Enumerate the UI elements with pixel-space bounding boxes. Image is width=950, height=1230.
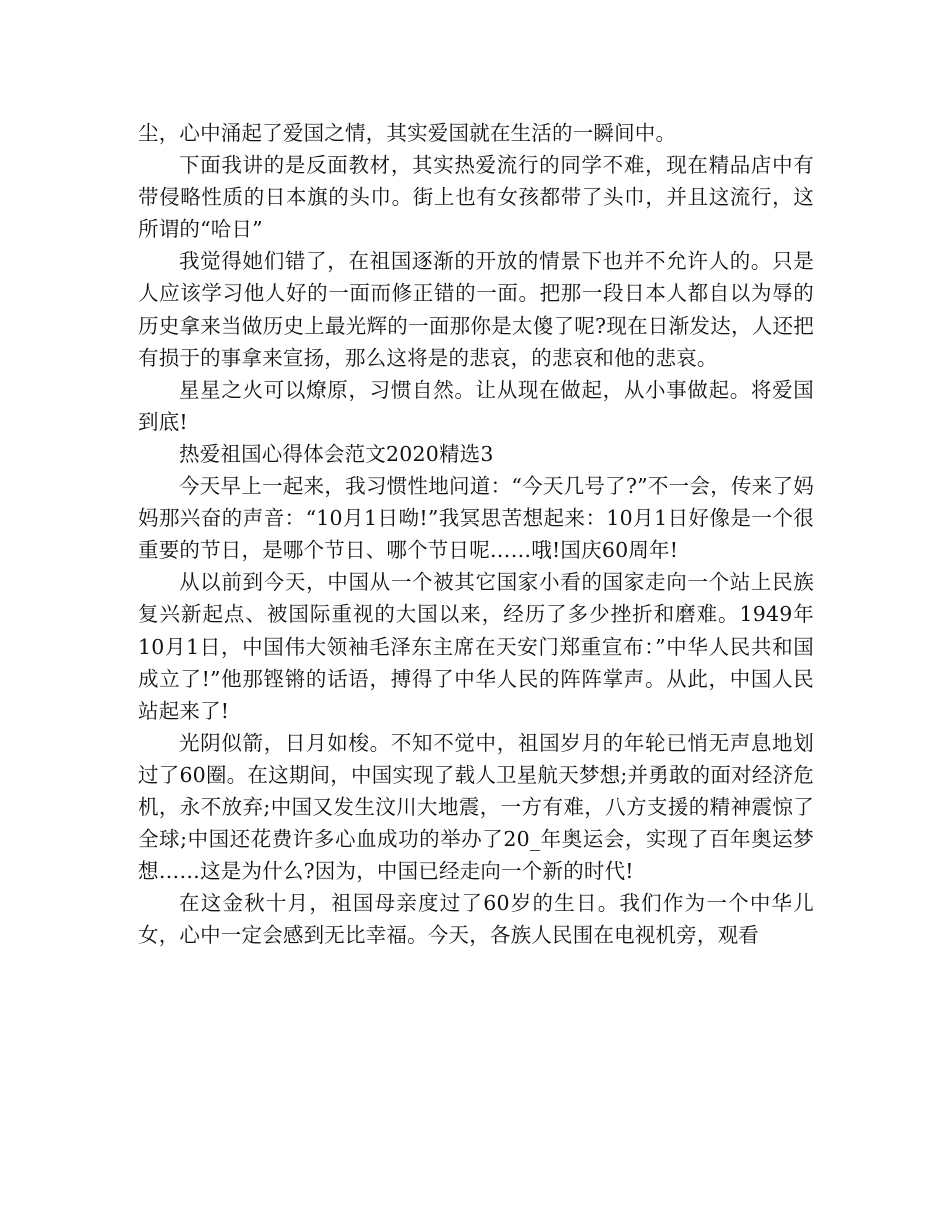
paragraph-3: 我觉得她们错了，在祖国逐渐的开放的情景下也并不允许人的。只是人应该学习他人好的一面而修正错的一面。把那一段日本人都自以为辱的历史拿来当做历史上最光辉的一面那你是太傻了呢?现在日渐发达，人还把有损于的事拿来宣扬，那么这将是的悲哀，的悲哀和他的悲哀。 (138, 249, 814, 370)
paragraph-6: 从以前到今天，中国从一个被其它国家小看的国家走向一个站上民族复兴新起点、被国际重视的大国以来，经历了多少挫折和磨难。1949年10月1日，中国伟大领袖毛泽东主席在天安门郑重宣布：”中华人民共和国成立了!”他那铿锵的话语，搏得了中华人民的阵阵掌声。从此，中国人民站起来了! (138, 570, 814, 723)
paragraph-1: 尘，心中涌起了爱国之情，其实爱国就在生活的一瞬间中。 (138, 121, 677, 145)
document-page (138, 117, 814, 951)
section-heading: 热爱祖国心得体会范文2020精选3 (179, 441, 494, 466)
paragraph-8: 在这金秋十月，祖国母亲度过了60岁的生日。我们作为一个中华儿女，心中一定会感到无比幸福。今天，各族人民围在电视机旁，观看 (138, 891, 814, 948)
paragraph-5: 今天早上一起来，我习惯性地问道：“今天几号了?”不一会，传来了妈妈那兴奋的声音：“10月1日呦!”我冥思苦想起来：10月1日好像是一个很重要的节日，是哪个节日、哪个节日呢……哦!国庆60周年! (138, 474, 814, 563)
paragraph-2: 下面我讲的是反面教材，其实热爱流行的同学不难，现在精品店中有带侵略性质的日本旗的头巾。街上也有女孩都带了头巾，并且这流行，这所谓的“哈日” (138, 153, 814, 242)
paragraph-7: 光阴似箭，日月如梭。不知不觉中，祖国岁月的年轮已悄无声息地划过了60圈。在这期间，中国实现了载人卫星航天梦想;并勇敢的面对经济危机，永不放弃;中国又发生汶川大地震，一方有难，八方支援的精神震惊了全球;中国还花费许多心血成功的举办了20_年奥运会，实现了百年奥运梦想……这是为什么?因为，中国已经走向一个新的时代! (138, 730, 814, 884)
paragraph-4: 星星之火可以燎原，习惯自然。让从现在做起，从小事做起。将爱国到底! (138, 377, 814, 434)
